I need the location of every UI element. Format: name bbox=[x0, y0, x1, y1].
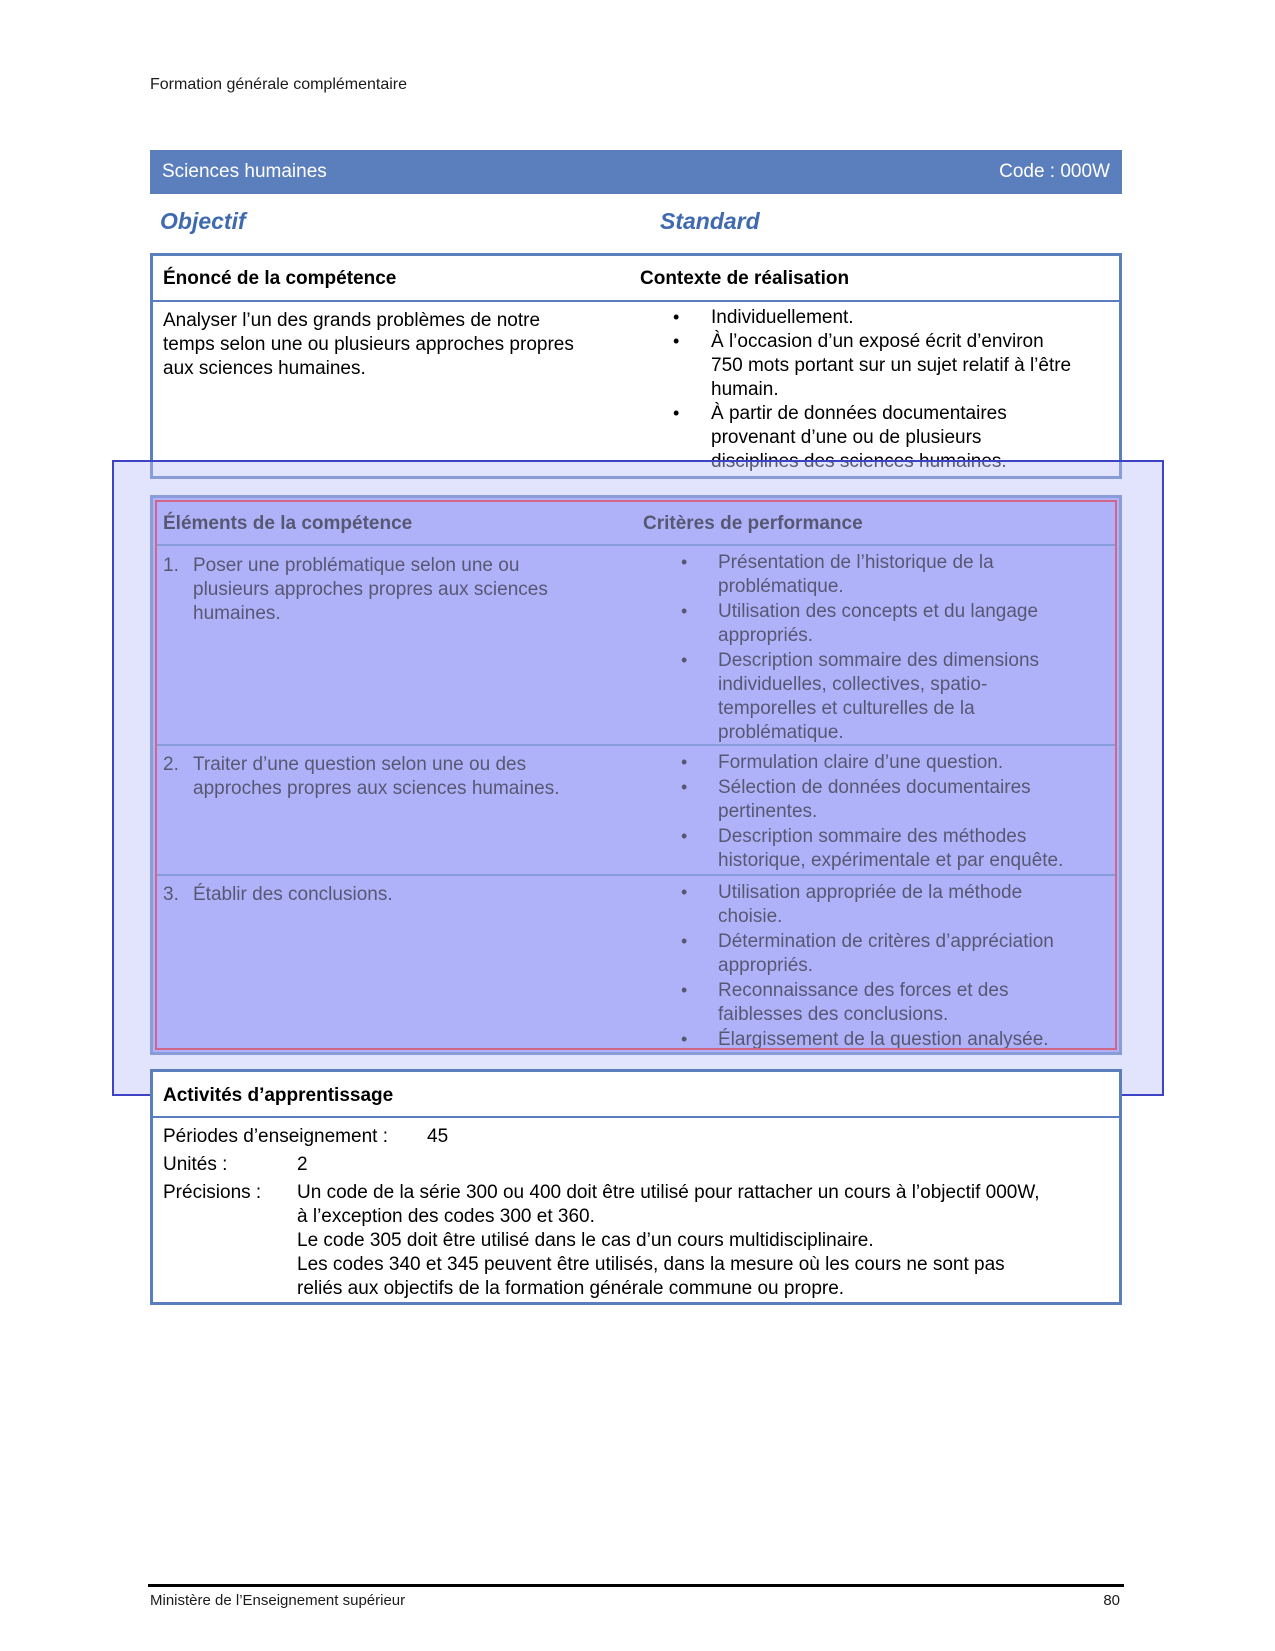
context-line: À partir de données documentaires bbox=[711, 403, 1007, 424]
statement-line: aux sciences humaines. bbox=[163, 358, 366, 379]
criterion-line: problématique. bbox=[718, 722, 844, 743]
criterion-line: Détermination de critères d’appréciation bbox=[718, 931, 1054, 952]
periods-label: Périodes d’enseignement : bbox=[163, 1126, 388, 1147]
objective-heading: Objectif bbox=[160, 208, 246, 234]
bullet-icon: • bbox=[681, 552, 688, 572]
element-line: approches propres aux sciences humaines. bbox=[193, 778, 560, 799]
precisions-label: Précisions : bbox=[163, 1182, 262, 1203]
activities-header: Activités d’apprentissage bbox=[163, 1085, 394, 1106]
bullet-icon: • bbox=[681, 1029, 688, 1049]
criterion-line: Présentation de l’historique de la bbox=[718, 552, 994, 573]
bullet-icon: • bbox=[673, 307, 680, 327]
precision-line: Le code 305 doit être utilisé dans le cas d’un cours multidisciplinaire. bbox=[297, 1230, 874, 1251]
course-code: Code : 000W bbox=[999, 161, 1110, 182]
statement-header: Énoncé de la compétence bbox=[163, 268, 397, 289]
element-number: 3. bbox=[163, 884, 179, 905]
element-number: 2. bbox=[163, 754, 179, 775]
bullet-icon: • bbox=[681, 980, 688, 1000]
criterion-line: Formulation claire d’une question. bbox=[718, 752, 1004, 773]
criterion-line: Élargissement de la question analysée. bbox=[718, 1029, 1049, 1050]
element-number: 1. bbox=[163, 555, 179, 576]
criterion-line: Utilisation des concepts et du langage bbox=[718, 601, 1039, 622]
subject-title: Sciences humaines bbox=[162, 161, 327, 182]
activities-box bbox=[150, 1069, 1122, 1305]
competence-header-row bbox=[153, 256, 1119, 302]
standard-heading: Standard bbox=[660, 208, 760, 234]
context-line: humain. bbox=[711, 379, 779, 400]
footer-rule bbox=[148, 1584, 1124, 1587]
competence-statement bbox=[163, 309, 633, 381]
context-line: provenant d’une ou de plusieurs bbox=[711, 427, 982, 448]
criteria-header: Critères de performance bbox=[643, 513, 863, 534]
statement-line: Analyser l’un des grands problèmes de notre bbox=[163, 310, 541, 331]
elements-header: Éléments de la compétence bbox=[163, 513, 413, 534]
precisions-text bbox=[297, 1181, 1117, 1301]
context-line: 750 mots portant sur un sujet relatif à l’être bbox=[711, 355, 1072, 376]
bullet-icon: • bbox=[673, 403, 680, 423]
criterion-line: Reconnaissance des forces et des bbox=[718, 980, 1009, 1001]
precision-line: Les codes 340 et 345 peuvent être utilisés, dans la mesure où les cours ne sont pas bbox=[297, 1254, 1005, 1275]
criterion-line: appropriés. bbox=[718, 625, 814, 646]
page-number: 80 bbox=[1103, 1592, 1120, 1609]
context-line: À l’occasion d’un exposé écrit d’environ bbox=[711, 331, 1044, 352]
criterion-line: faiblesses des conclusions. bbox=[718, 1004, 949, 1025]
highlight-overlay bbox=[112, 460, 1164, 1096]
criterion-line: pertinentes. bbox=[718, 801, 818, 822]
precision-line: Un code de la série 300 ou 400 doit être utilisé pour rattacher un cours à l’objectif 000W, bbox=[297, 1182, 1040, 1203]
running-header: Formation générale complémentaire bbox=[150, 76, 408, 93]
criterion-line: problématique. bbox=[718, 576, 844, 597]
bullet-icon: • bbox=[681, 777, 688, 797]
bullet-icon: • bbox=[681, 931, 688, 951]
bullet-icon: • bbox=[673, 331, 680, 351]
element-line: humaines. bbox=[193, 603, 281, 624]
context-item bbox=[711, 306, 854, 330]
criterion-line: historique, expérimentale et par enquête. bbox=[718, 850, 1064, 871]
units-value: 2 bbox=[297, 1154, 308, 1175]
context-item bbox=[711, 330, 1071, 402]
element-line: Poser une problématique selon une ou bbox=[193, 555, 520, 576]
bullet-icon: • bbox=[681, 752, 688, 772]
criterion-line: Description sommaire des dimensions bbox=[718, 650, 1040, 671]
bullet-icon: • bbox=[681, 882, 688, 902]
context-line: Individuellement. bbox=[711, 307, 854, 328]
footer-ministry: Ministère de l’Enseignement supérieur bbox=[150, 1592, 406, 1609]
competence-statement-box bbox=[150, 253, 1122, 479]
criterion-line: temporelles et culturelles de la bbox=[718, 698, 975, 719]
element-line: Traiter d’une question selon une ou des bbox=[193, 754, 527, 775]
activities-header-row bbox=[153, 1072, 1119, 1118]
context-header: Contexte de réalisation bbox=[640, 268, 850, 289]
element-line: Établir des conclusions. bbox=[193, 884, 393, 905]
element-line: plusieurs approches propres aux sciences bbox=[193, 579, 548, 600]
units-label: Unités : bbox=[163, 1154, 228, 1175]
criterion-line: appropriés. bbox=[718, 955, 814, 976]
bullet-icon: • bbox=[681, 601, 688, 621]
criterion-line: Sélection de données documentaires bbox=[718, 777, 1031, 798]
context-line: disciplines des sciences humaines. bbox=[711, 451, 1007, 472]
bullet-icon: • bbox=[681, 650, 688, 670]
periods-value: 45 bbox=[427, 1126, 449, 1147]
precision-line: reliés aux objectifs de la formation générale commune ou propre. bbox=[297, 1278, 845, 1299]
criterion-line: Utilisation appropriée de la méthode bbox=[718, 882, 1023, 903]
criterion-line: Description sommaire des méthodes bbox=[718, 826, 1027, 847]
statement-line: temps selon une ou plusieurs approches propres bbox=[163, 334, 574, 355]
precision-line: à l’exception des codes 300 et 360. bbox=[297, 1206, 595, 1227]
bullet-icon: • bbox=[681, 826, 688, 846]
criterion-line: individuelles, collectives, spatio- bbox=[718, 674, 988, 695]
criterion-line: choisie. bbox=[718, 906, 783, 927]
title-bar bbox=[150, 150, 1122, 194]
